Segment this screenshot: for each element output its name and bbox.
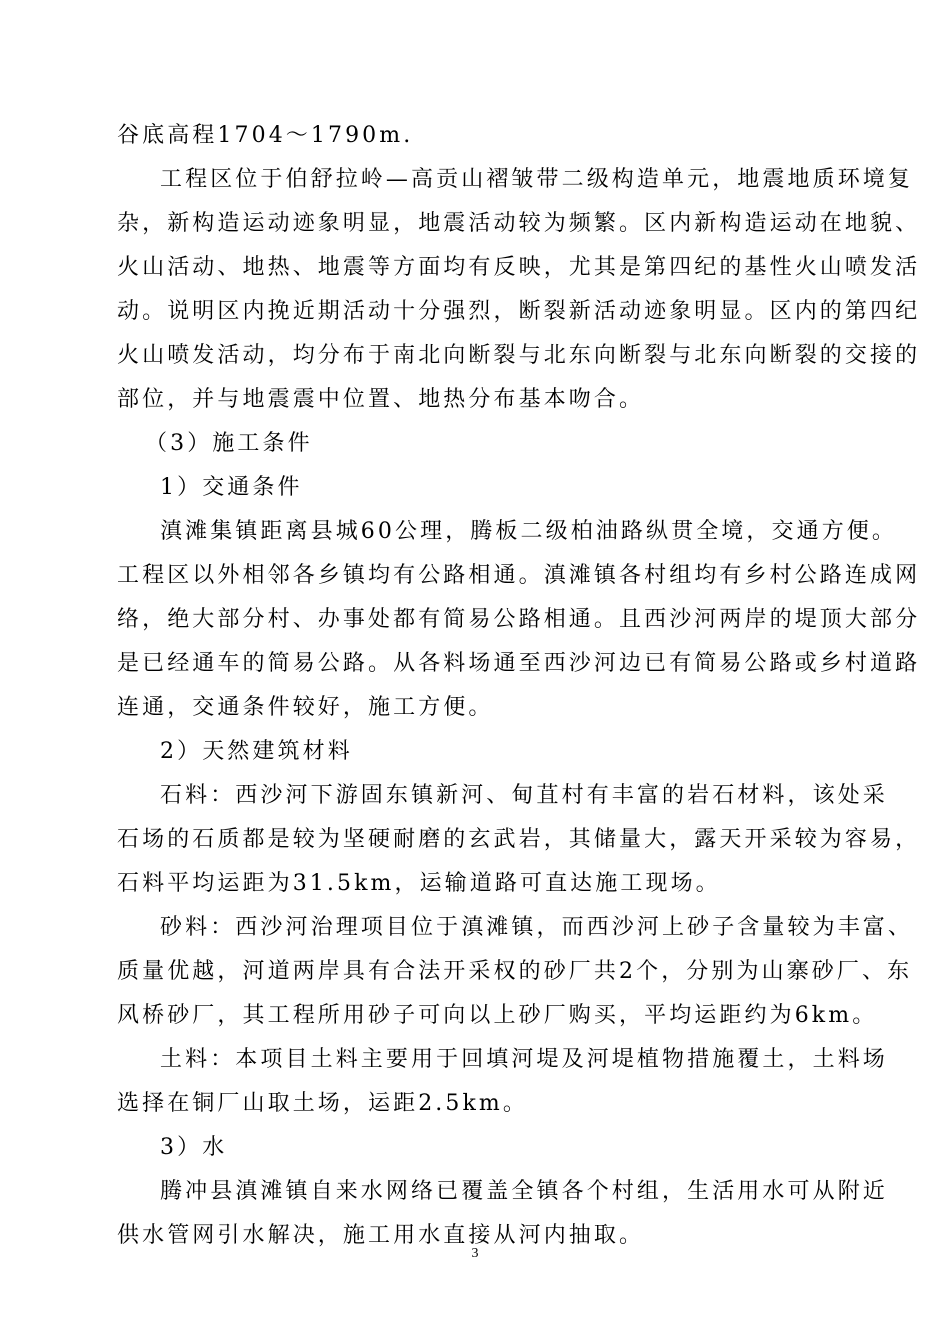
paragraph-first-line: 滇滩集镇距离县城60公理，腾板二级柏油路纵贯全境，交通方便。 (160, 519, 897, 544)
subsection-heading: 3）水 (160, 1135, 228, 1160)
paragraph-first-line: 砂料：西沙河治理项目位于滇滩镇，而西沙河上砂子含量较为丰富、 (160, 915, 914, 940)
section-heading: （3）施工条件 (145, 431, 313, 456)
text-line: 选择在铜厂山取土场，运距2.5km。 (117, 1091, 528, 1116)
paragraph-first-line: 石料：西沙河下游固东镇新河、甸苴村有丰富的岩石材料，该处采 (160, 783, 888, 808)
text-line: 火山活动、地热、地震等方面均有反映，尤其是第四纪的基性火山喷发活 (117, 255, 921, 280)
paragraph-first-line: 腾冲县滇滩镇自来水网络已覆盖全镇各个村组，生活用水可从附近 (160, 1179, 888, 1204)
text-line: 络，绝大部分村、办事处都有简易公路相通。且西沙河两岸的堤顶大部分 (117, 607, 921, 632)
text-line: 是已经通车的简易公路。从各料场通至西沙河边已有简易公路或乡村道路 (117, 651, 921, 676)
page-number: 3 (471, 1246, 479, 1261)
text-line: 供水管网引水解决，施工用水直接从河内抽取。 (117, 1223, 645, 1248)
text-line: 石料平均运距为31.5km，运输道路可直达施工现场。 (117, 871, 721, 896)
text-line: 动。说明区内挽近期活动十分强烈，断裂新活动迹象明显。区内的第四纪 (117, 299, 921, 324)
text-line: 连通，交通条件较好，施工方便。 (117, 695, 494, 720)
text-line: 工程区以外相邻各乡镇均有公路相通。滇滩镇各村组均有乡村公路连成网 (117, 563, 921, 588)
subsection-heading: 2）天然建筑材料 (160, 739, 353, 764)
text-line: 风桥砂厂，其工程所用砂子可向以上砂厂购买，平均运距约为6km。 (117, 1003, 878, 1028)
subsection-heading: 1）交通条件 (160, 475, 303, 500)
paragraph-first-line: 土料：本项目土料主要用于回填河堤及河堤植物措施覆土，土料场 (160, 1047, 888, 1072)
text-line: 石场的石质都是较为坚硬耐磨的玄武岩，其储量大，露天开采较为容易， (117, 827, 921, 852)
text-line: 谷底高程1704～1790m. (117, 123, 414, 148)
text-line: 部位，并与地震震中位置、地热分布基本吻合。 (117, 387, 645, 412)
paragraph-first-line: 工程区位于伯舒拉岭—高贡山褶皱带二级构造单元，地震地质环境复 (160, 167, 914, 192)
text-line: 质量优越，河道两岸具有合法开采权的砂厂共2个，分别为山寨砂厂、东 (117, 959, 913, 984)
text-line: 火山喷发活动，均分布于南北向断裂与北东向断裂与北东向断裂的交接的 (117, 343, 921, 368)
text-line: 杂，新构造运动迹象明显，地震活动较为频繁。区内新构造运动在地貌、 (117, 211, 921, 236)
